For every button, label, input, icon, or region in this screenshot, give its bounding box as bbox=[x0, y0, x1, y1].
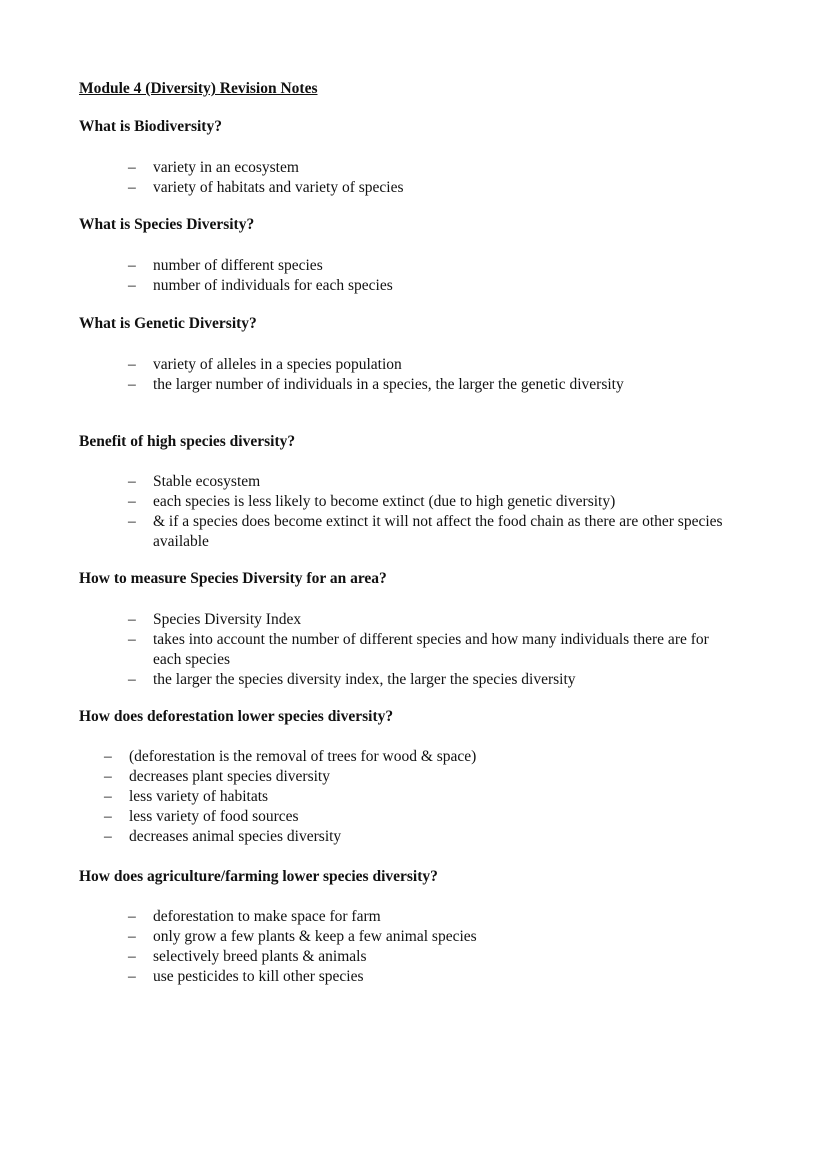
section-heading-benefit: Benefit of high species diversity? bbox=[79, 433, 296, 450]
list-item: – (deforestation is the removal of trees for wood & space) bbox=[104, 748, 477, 765]
list-item: – the larger the species diversity index, the larger the species diversity bbox=[128, 671, 576, 688]
deforestation-list bbox=[104, 747, 724, 847]
dash-bullet: – bbox=[104, 808, 112, 825]
list-item: – less variety of habitats bbox=[104, 788, 269, 805]
species-diversity-list bbox=[128, 256, 738, 296]
section-heading-species-diversity: What is Species Diversity? bbox=[79, 216, 255, 233]
dash-bullet: – bbox=[128, 356, 136, 373]
dash-bullet: – bbox=[104, 748, 112, 765]
dash-bullet: – bbox=[104, 768, 112, 785]
dash-bullet: – bbox=[128, 948, 136, 965]
genetic-diversity-list bbox=[128, 355, 738, 395]
dash-bullet: – bbox=[104, 788, 112, 805]
dash-bullet: – bbox=[128, 179, 136, 196]
list-item: – decreases animal species diversity bbox=[104, 828, 342, 845]
section-heading-biodiversity: What is Biodiversity? bbox=[79, 118, 222, 135]
dash-bullet: – bbox=[128, 376, 136, 393]
list-item: – variety of alleles in a species population bbox=[128, 356, 402, 373]
benefit-list bbox=[128, 472, 738, 552]
dash-bullet: – bbox=[128, 513, 136, 530]
list-item: – selectively breed plants & animals bbox=[128, 948, 367, 965]
section-heading-agriculture: How does agriculture/farming lower species diversity? bbox=[79, 868, 438, 885]
list-item: – less variety of food sources bbox=[104, 808, 299, 825]
biodiversity-list bbox=[128, 158, 738, 198]
dash-bullet: – bbox=[128, 631, 136, 648]
dash-bullet: – bbox=[128, 257, 136, 274]
list-item: – number of individuals for each species bbox=[128, 277, 393, 294]
list-item: – Species Diversity Index bbox=[128, 611, 302, 628]
section-heading-genetic-diversity: What is Genetic Diversity? bbox=[79, 315, 257, 332]
document-title: Module 4 (Diversity) Revision Notes bbox=[79, 80, 318, 97]
dash-bullet: – bbox=[128, 928, 136, 945]
dash-bullet: – bbox=[128, 671, 136, 688]
list-item: – the larger number of individuals in a species, the larger the genetic diversity bbox=[128, 376, 624, 393]
dash-bullet: – bbox=[128, 159, 136, 176]
dash-bullet: – bbox=[104, 828, 112, 845]
dash-bullet: – bbox=[128, 968, 136, 985]
list-item: – deforestation to make space for farm bbox=[128, 908, 381, 925]
list-item: – decreases plant species diversity bbox=[104, 768, 330, 785]
list-item: – Stable ecosystem bbox=[128, 473, 261, 490]
list-item: – only grow a few plants & keep a few animal species bbox=[128, 928, 477, 945]
list-item: – variety in an ecosystem bbox=[128, 159, 299, 176]
dash-bullet: – bbox=[128, 473, 136, 490]
agriculture-list bbox=[128, 907, 738, 987]
dash-bullet: – bbox=[128, 277, 136, 294]
section-heading-deforestation: How does deforestation lower species diversity? bbox=[79, 708, 394, 725]
list-item: – & if a species does become extinct it will not affect the food chain as there are other species available bbox=[128, 513, 723, 550]
list-item: – number of different species bbox=[128, 257, 323, 274]
list-item: – use pesticides to kill other species bbox=[128, 968, 364, 985]
list-item: – takes into account the number of different species and how many individuals there are for each species bbox=[128, 631, 709, 668]
dash-bullet: – bbox=[128, 908, 136, 925]
dash-bullet: – bbox=[128, 611, 136, 628]
dash-bullet: – bbox=[128, 493, 136, 510]
section-heading-measure: How to measure Species Diversity for an area? bbox=[79, 570, 387, 587]
measure-list bbox=[128, 610, 738, 690]
list-item: – each species is less likely to become extinct (due to high genetic diversity) bbox=[128, 493, 616, 510]
list-item: – variety of habitats and variety of species bbox=[128, 179, 404, 196]
